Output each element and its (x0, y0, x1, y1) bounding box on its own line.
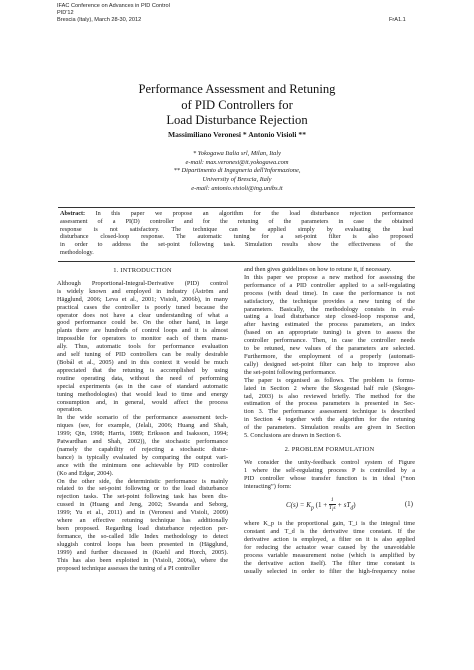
conference-header (57, 3, 170, 24)
abstract-line: assessment of a PI(D) controller and for the retuning of the parameters in case the obtained (60, 217, 413, 225)
text-line: performance of a PID controller applied to a self-regulating (244, 281, 415, 289)
text-line: special experiments (as in the case of standard automatic (57, 382, 228, 390)
text-line: tad, 2003) is also reviewed briefly. The method for the (244, 392, 415, 400)
text-line: Although Proportional-Integral-Derivative (PID) control (57, 279, 228, 287)
abstract-line: disturbance closed-loop response. The automatic tuning for a set-point filter is also proposed (60, 233, 413, 241)
text-line: estimation of the process parameters is presented in Sec- (244, 400, 415, 408)
text-line: tuning methodologies) that would lead to time and energy (57, 390, 228, 398)
text-line: and self tuning of PID controllers can be really desirable (57, 351, 228, 359)
affiliation-line: University of Brescia, Italy (202, 176, 272, 184)
pid-equation (244, 494, 415, 516)
text-line: tion 3. The performance assessment technique is described (244, 408, 415, 416)
text-line: practical cases the controller is poorly tuned because the (57, 303, 228, 311)
text-line: (Ko and Edgar, 2004). (57, 469, 114, 477)
text-line: after having estimated the process parameters, an index (244, 321, 415, 329)
abstract-label: Abstract: (60, 210, 86, 217)
title-line: Load Disturbance Rejection (166, 113, 308, 127)
text-line: (based on an appropriate tuning) is given to assess the (244, 329, 415, 337)
abstract-box (58, 207, 415, 262)
affiliation-email: e-mail: antonio.visioli@ing.unibs.it (191, 184, 283, 192)
text-line: controller performance. Then, in case the controller needs (244, 337, 415, 345)
title-line: Performance Assessment and Retuning (138, 82, 336, 96)
text-line: of the parameters. Simulation results are given in Section (244, 424, 415, 432)
text-line: for reducing the actuator wear caused by the unavoidable (244, 544, 415, 552)
text-line: the set-point following performance. (244, 368, 337, 376)
equation-number: (1) (404, 500, 413, 509)
text-line: in Section 4 together with the algorithm for the retuning (244, 416, 415, 424)
affiliation-line: ** Dipartimento di Ingegneria dell'Informazione, (173, 167, 301, 175)
text-line: where K_p is the proportional gain, T_i is the integral time (244, 520, 415, 528)
text-line: is widely known and employed in industry (Åström and (57, 287, 228, 295)
equation-formula: $C(s) = K_p$ (1 + $\frac{1}{T_is}$ + $sT_d$) (286, 497, 356, 514)
introduction-continued (244, 266, 415, 440)
text-line: This has also been exploited in (Visioli, 2006a), where the (57, 556, 228, 564)
text-line: bance) is typically evaluated by comparing the output vari- (57, 453, 228, 461)
text-line: 1999; Yu et al., 2011) and in (Veronesi and Visioli, 2009) (57, 509, 228, 517)
text-line: Furthermore, the employment of a properly (automati- (244, 352, 415, 360)
problem-formulation-continued (244, 520, 415, 575)
text-line: derivative action is employed, a filter on it is also applied (244, 536, 415, 544)
text-line: process variable measurement noise (which is amplified by (244, 552, 415, 560)
text-line: 1 where the self-regulating process P is controlled by a (244, 466, 415, 474)
text-line: niques (see, for example, (Jelali, 2006; Huang and Shah, (57, 422, 228, 430)
left-column (57, 266, 228, 572)
text-line: 5. Conclusions are drawn in Section 6. (244, 432, 342, 440)
abstract-line: methodology. (60, 248, 94, 256)
text-line: process (with dead time). In case the performance is not (244, 289, 415, 297)
text-line: routine operating data, without the need of performing (57, 374, 228, 382)
problem-formulation-body (244, 459, 415, 491)
right-column (244, 266, 415, 576)
text-line: formance, the so-called Idle Index methodology to detect (57, 532, 228, 540)
section-heading-problem-formulation: 2. PROBLEM FORMULATION (284, 445, 375, 453)
abstract-line: response is not satisfactory. The technique can be applied simply by evaluating the load (60, 225, 413, 233)
affiliation-line: * Yokogawa Italia srl, Milan, Italy (193, 150, 281, 157)
text-line: parameters. Basically, the methodology consists in eval- (244, 305, 415, 313)
text-line: lated in Section 2 where the Skogestad half rule (Skoges- (244, 384, 415, 392)
text-line: cussed in (Huang and Jeng, 2002; Swanda and Seborg, (57, 501, 228, 509)
text-line: plants there are hundreds of control loops and it is almost (57, 327, 228, 335)
text-line: impossible for operators to monitor each of them manu- (57, 335, 228, 343)
text-line: rejection tasks. The set-point following task has been dis- (57, 493, 228, 501)
text-line: proposed technique assesses the tuning of a PI controller (57, 564, 200, 572)
text-line: On the other side, the deterministic performance is mainly (57, 477, 228, 485)
text-line: sluggish control loops has been presented in (Hägglund, (57, 540, 228, 548)
text-line: constant and T_d is the derivative time constant. If the (244, 528, 415, 536)
text-line: In the wide scenario of the performance assessment tech- (57, 414, 228, 422)
text-line: satisfactory, the technique provides a new tuning of the (244, 297, 415, 305)
text-line: Patwardhan and Shah, 2002)), the stochastic performance (57, 438, 228, 446)
text-line: the derivative action itself). The filter time constant is (244, 560, 415, 567)
affiliation-email: e-mail: max.veronesi@it.yokogawa.com (185, 158, 289, 166)
section-heading-introduction: 1. INTRODUCTION (113, 267, 172, 274)
text-line: operation. (57, 406, 83, 414)
session-code: FrA1.1 (389, 17, 406, 23)
text-line: In this paper we propose a new method for assessing the (244, 273, 415, 281)
text-line: (Bobál et al., 2005) and in this context it would be much (57, 358, 228, 366)
text-line: 1999; Qin, 1998; Harris, 1989; Eriksson and Isaksson, 1994; (57, 430, 228, 438)
paper-title (0, 82, 474, 129)
affiliations (0, 150, 474, 194)
text-line: related to the set-point following or to the load disturbance (57, 485, 228, 493)
text-line: been proposed. Regarding load disturbance rejection per- (57, 525, 228, 532)
conference-code: PID'12 (57, 10, 74, 16)
text-line: uating a load disturbance step closed-loop response and, (244, 313, 415, 321)
text-line: where an effective retuning technique has additionally (57, 517, 228, 525)
text-line: We consider the unity-feedback control system of Figure (244, 458, 415, 466)
text-line: to be retuned, new values of the parameters are selected. (244, 345, 415, 353)
text-line: ally. Thus, automatic tools for performance evaluation (57, 343, 228, 351)
text-line: operator does not have a clear understanding of what a (57, 311, 228, 319)
text-line: ance with the minimum one achievable by PID controller (57, 461, 228, 469)
text-line: 1999) and further discussed in (Kuehl and Horch, 2005). (57, 548, 228, 556)
text-line: cally) designed set-point filter can help to improve also (244, 360, 415, 368)
text-line: usually selected in order to filter the high-frequency noise (244, 567, 415, 575)
text-line: good performance could be. On the other hand, in large (57, 319, 228, 327)
abstract-line: Abstract: In this paper we propose an algorithm for the load disturbance rejection performance (60, 210, 413, 217)
text-line: and then gives guidelines on how to retune it, if necessary. (244, 266, 392, 273)
author-list: Massimiliano Veronesi * Antonio Visioli ** (167, 130, 307, 139)
abstract-line: in order to address the set-point following task. Simulation results show the effectiveness of the (60, 241, 413, 249)
conference-name: IFAC Conference on Advances in PID Control (57, 3, 170, 9)
title-line: of PID Controllers for (181, 97, 293, 112)
equation-fraction: $\frac{1}{T_is}$ (328, 497, 336, 514)
text-line: (namely the capability of rejecting a stochastic distur- (57, 445, 228, 453)
text-line: consumption and, in general, would affect the process (57, 398, 228, 406)
introduction-body (57, 280, 228, 573)
text-line: interacting”) form: (244, 482, 292, 490)
text-line: The paper is organised as follows. The problem is formu- (244, 376, 415, 384)
conference-venue-date: Brescia (Italy), March 28-30, 2012 (57, 17, 142, 23)
text-line: PID controller whose transfer function is in ideal (“non (244, 474, 415, 482)
text-line: Hägglund, 2006; Leva et al., 2001; Visioli, 2006b), in many (57, 295, 228, 303)
text-line: appreciated that the retuning is accomplished by using (57, 366, 228, 374)
